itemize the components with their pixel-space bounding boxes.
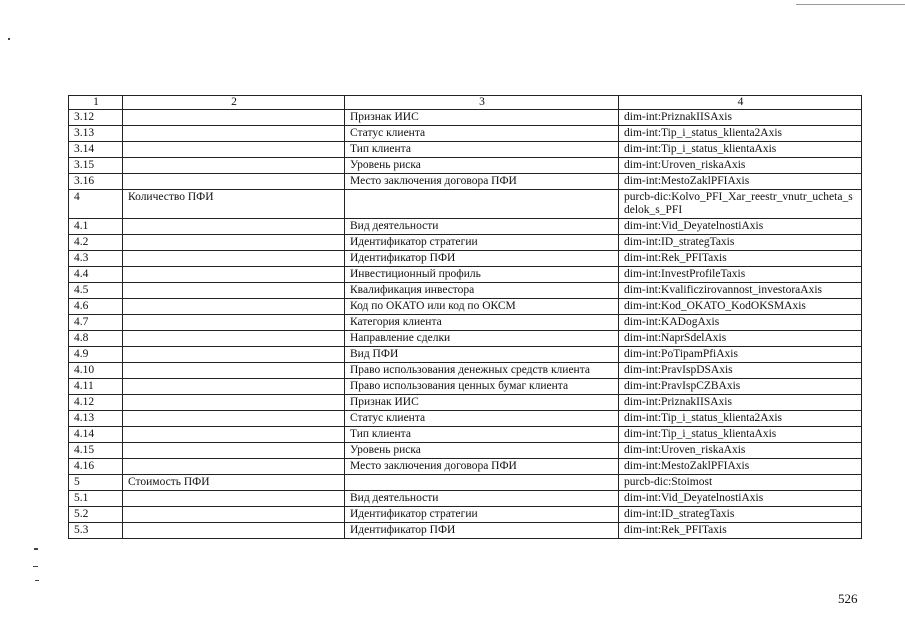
indicator-name-cell [123, 315, 345, 331]
row-number-cell: 3.15 [69, 158, 123, 174]
table-row [69, 475, 862, 491]
row-number-cell: 4 [69, 190, 123, 219]
dimension-attribute-cell: Инвестиционный профиль [345, 267, 619, 283]
table-row [69, 267, 862, 283]
axis-identifier-cell: purcb-dic:Stoimost [619, 475, 862, 491]
dimension-attribute-cell: Место заключения договора ПФИ [345, 459, 619, 475]
indicator-name-cell [123, 459, 345, 475]
indicator-name-cell [123, 174, 345, 190]
indicator-name-cell: Количество ПФИ [123, 190, 345, 219]
dimension-attribute-cell: Признак ИИС [345, 395, 619, 411]
scan-speck [34, 548, 38, 550]
indicator-name-cell [123, 395, 345, 411]
row-number-cell: 4.12 [69, 395, 123, 411]
dimension-attribute-cell [345, 475, 619, 491]
dimension-attribute-cell: Тип клиента [345, 427, 619, 443]
table-row [69, 379, 862, 395]
table-row [69, 315, 862, 331]
table-row [69, 395, 862, 411]
table-row [69, 158, 862, 174]
row-number-cell: 3.12 [69, 110, 123, 126]
axis-identifier-cell: dim-int:Tip_i_status_klienta2Axis [619, 126, 862, 142]
axis-identifier-cell: dim-int:Vid_DeyatelnostiAxis [619, 219, 862, 235]
row-number-cell: 4.11 [69, 379, 123, 395]
dimension-attribute-cell: Вид деятельности [345, 219, 619, 235]
indicator-name-cell [123, 347, 345, 363]
row-number-cell: 5.1 [69, 491, 123, 507]
dimension-attribute-cell: Идентификатор стратегии [345, 235, 619, 251]
indicator-name-cell [123, 411, 345, 427]
scan-speck [33, 566, 38, 567]
row-number-cell: 5.2 [69, 507, 123, 523]
dimension-attribute-cell: Статус клиента [345, 411, 619, 427]
table-row [69, 283, 862, 299]
column-header: 1 [69, 96, 123, 110]
axis-identifier-cell: dim-int:InvestProfileTaxis [619, 267, 862, 283]
page-number: 526 [838, 591, 858, 606]
table-row [69, 126, 862, 142]
row-number-cell: 4.15 [69, 443, 123, 459]
table-row [69, 491, 862, 507]
table-row [69, 363, 862, 379]
row-number-cell: 5.3 [69, 523, 123, 539]
dimension-attribute-cell: Место заключения договора ПФИ [345, 174, 619, 190]
axis-identifier-cell: dim-int:MestoZaklPFIAxis [619, 459, 862, 475]
table-row [69, 174, 862, 190]
dimension-attribute-cell: Право использования денежных средств клиента [345, 363, 619, 379]
table-row [69, 110, 862, 126]
indicator-name-cell [123, 523, 345, 539]
row-number-cell: 4.5 [69, 283, 123, 299]
indicator-name-cell [123, 443, 345, 459]
axis-identifier-cell: dim-int:Rek_PFITaxis [619, 251, 862, 267]
table-row [69, 347, 862, 363]
axis-identifier-cell: dim-int:NaprSdelAxis [619, 331, 862, 347]
row-number-cell: 4.10 [69, 363, 123, 379]
row-number-cell: 4.4 [69, 267, 123, 283]
table-row [69, 459, 862, 475]
column-header: 4 [619, 96, 862, 110]
dimension-attribute-cell [345, 190, 619, 219]
table-row [69, 443, 862, 459]
table-row [69, 427, 862, 443]
dimension-attribute-cell: Уровень риска [345, 443, 619, 459]
indicator-name-cell [123, 427, 345, 443]
dimension-attribute-cell: Признак ИИС [345, 110, 619, 126]
dimension-attribute-cell: Вид ПФИ [345, 347, 619, 363]
axis-identifier-cell: dim-int:Kod_OKATO_KodOKSMAxis [619, 299, 862, 315]
dimension-attribute-cell: Направление сделки [345, 331, 619, 347]
column-header: 3 [345, 96, 619, 110]
axis-identifier-cell: dim-int:Tip_i_status_klienta2Axis [619, 411, 862, 427]
dimension-attribute-cell: Идентификатор ПФИ [345, 523, 619, 539]
axis-identifier-cell: dim-int:Kvalificzirovannost_investoraAxis [619, 283, 862, 299]
axis-identifier-cell: dim-int:Tip_i_status_klientaAxis [619, 142, 862, 158]
table-row [69, 299, 862, 315]
axis-identifier-cell: dim-int:PravIspDSAxis [619, 363, 862, 379]
row-number-cell: 3.13 [69, 126, 123, 142]
top-edge-rule [796, 4, 905, 5]
table-row [69, 411, 862, 427]
axis-identifier-cell: dim-int:KADogAxis [619, 315, 862, 331]
axis-identifier-cell: dim-int:Rek_PFITaxis [619, 523, 862, 539]
table-row [69, 251, 862, 267]
dimension-attribute-cell: Категория клиента [345, 315, 619, 331]
axis-identifier-cell: dim-int:ID_strategTaxis [619, 235, 862, 251]
dimension-attribute-cell: Статус клиента [345, 126, 619, 142]
indicator-name-cell [123, 126, 345, 142]
row-number-cell: 4.6 [69, 299, 123, 315]
row-number-cell: 3.14 [69, 142, 123, 158]
indicator-name-cell [123, 158, 345, 174]
indicator-name-cell [123, 267, 345, 283]
row-number-cell: 4.14 [69, 427, 123, 443]
row-number-cell: 4.13 [69, 411, 123, 427]
row-number-cell: 4.7 [69, 315, 123, 331]
table-row [69, 219, 862, 235]
row-number-cell: 5 [69, 475, 123, 491]
axis-identifier-cell: dim-int:Uroven_riskaAxis [619, 158, 862, 174]
axis-identifier-cell: dim-int:ID_strategTaxis [619, 507, 862, 523]
table-row [69, 331, 862, 347]
table-row [69, 507, 862, 523]
axis-identifier-cell: purcb-dic:Kolvo_PFI_Xar_reestr_vnutr_ucheta_sdelok_s_PFI [619, 190, 862, 219]
scan-speck [8, 38, 10, 40]
dimension-attribute-cell: Тип клиента [345, 142, 619, 158]
dimension-attribute-cell: Уровень риска [345, 158, 619, 174]
indicator-name-cell [123, 283, 345, 299]
axis-identifier-cell: dim-int:Uroven_riskaAxis [619, 443, 862, 459]
dimension-attribute-cell: Код по ОКАТО или код по ОКСМ [345, 299, 619, 315]
dimension-attribute-cell: Идентификатор стратегии [345, 507, 619, 523]
dimension-attribute-cell: Вид деятельности [345, 491, 619, 507]
indicator-name-cell [123, 219, 345, 235]
axis-identifier-cell: dim-int:Vid_DeyatelnostiAxis [619, 491, 862, 507]
indicator-name-cell [123, 110, 345, 126]
scan-speck [35, 580, 39, 581]
axis-identifier-cell: dim-int:MestoZaklPFIAxis [619, 174, 862, 190]
indicator-name-cell [123, 507, 345, 523]
indicator-name-cell [123, 363, 345, 379]
indicator-name-cell [123, 299, 345, 315]
column-header: 2 [123, 96, 345, 110]
row-number-cell: 4.16 [69, 459, 123, 475]
axis-identifier-cell: dim-int:PriznakIISAxis [619, 395, 862, 411]
row-number-cell: 4.1 [69, 219, 123, 235]
axis-identifier-cell: dim-int:Tip_i_status_klientaAxis [619, 427, 862, 443]
axis-identifier-cell: dim-int:PriznakIISAxis [619, 110, 862, 126]
row-number-cell: 4.9 [69, 347, 123, 363]
table-body [69, 110, 862, 539]
table-header-row [69, 96, 862, 110]
dimension-attribute-cell: Идентификатор ПФИ [345, 251, 619, 267]
dimension-attribute-cell: Право использования ценных бумаг клиента [345, 379, 619, 395]
table-row [69, 190, 862, 219]
row-number-cell: 4.3 [69, 251, 123, 267]
indicator-name-cell [123, 379, 345, 395]
row-number-cell: 4.2 [69, 235, 123, 251]
dimension-attribute-cell: Квалификация инвестора [345, 283, 619, 299]
indicator-name-cell: Стоимость ПФИ [123, 475, 345, 491]
indicator-name-cell [123, 491, 345, 507]
table-row [69, 142, 862, 158]
axis-identifier-cell: dim-int:PravIspCZBAxis [619, 379, 862, 395]
row-number-cell: 3.16 [69, 174, 123, 190]
indicator-name-cell [123, 235, 345, 251]
table-row [69, 523, 862, 539]
axis-identifier-cell: dim-int:PoTipamPfiAxis [619, 347, 862, 363]
indicator-name-cell [123, 251, 345, 267]
row-number-cell: 4.8 [69, 331, 123, 347]
table-row [69, 235, 862, 251]
taxonomy-mapping-table [68, 95, 862, 539]
indicator-name-cell [123, 142, 345, 158]
indicator-name-cell [123, 331, 345, 347]
